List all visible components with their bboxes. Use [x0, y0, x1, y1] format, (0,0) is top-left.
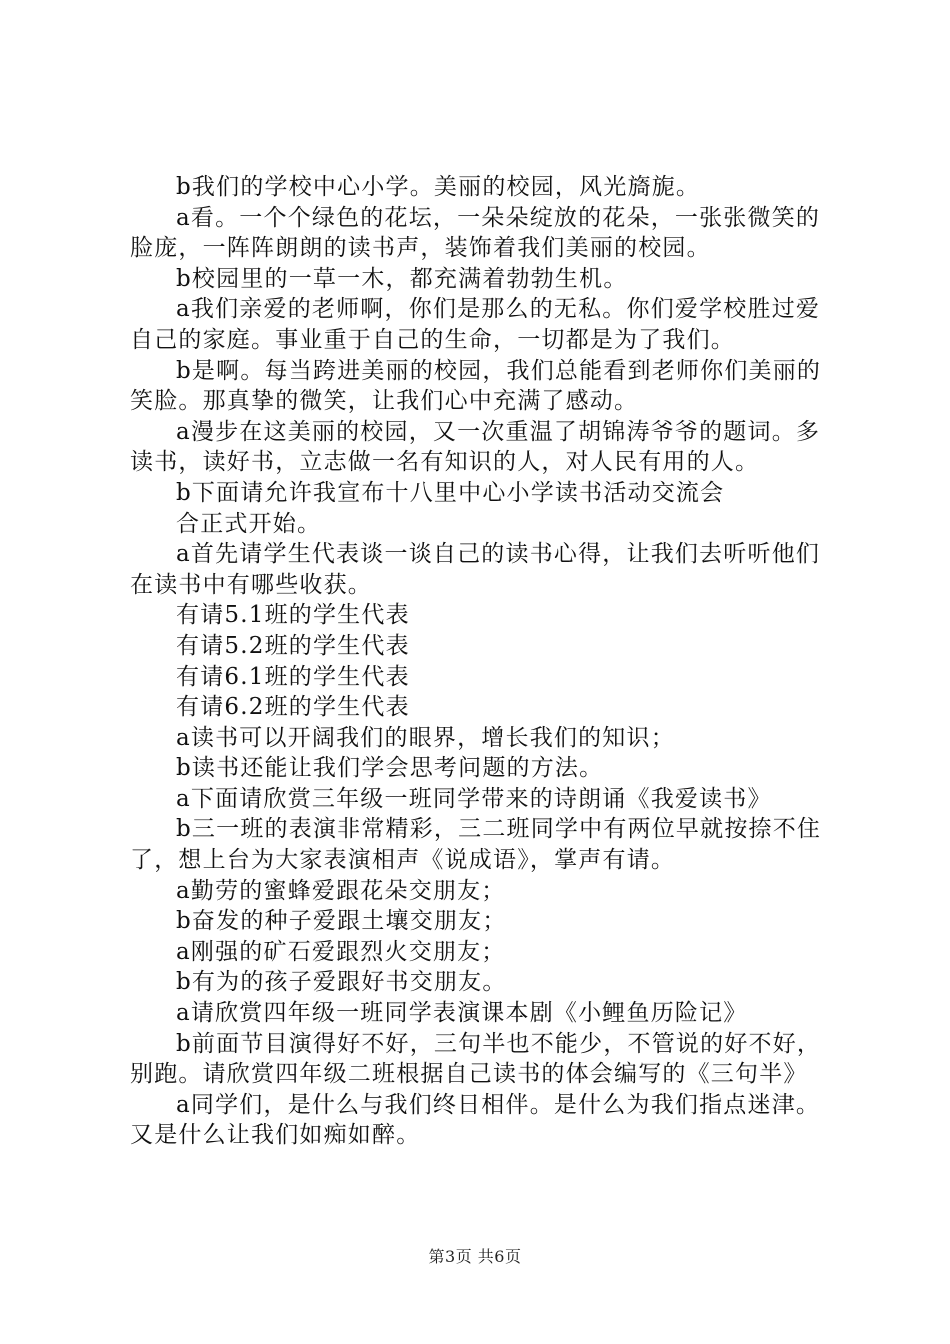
paragraph: a首先请学生代表谈一谈自己的读书心得，让我们去听听他们在读书中有哪些收获。	[130, 541, 821, 598]
paragraph: 合正式开始。	[176, 510, 322, 537]
paragraph: b三一班的表演非常精彩，三二班同学中有两位早就按捺不住了，想上台为大家表演相声《说成语》，掌声有请。	[130, 816, 822, 874]
paragraph: a同学们，是什么与我们终日相伴。是什么为我们指点迷津。又是什么让我们如痴如醉。	[130, 1091, 821, 1149]
paragraph: a漫步在这美丽的校园，又一次重温了胡锦涛爷爷的题词。多读书，读好书，立志做一名有知识的人，对人民有用的人。	[130, 418, 821, 476]
paragraph: b前面节目演得好不好，三句半也不能少，不管说的好不好，别跑。请欣赏四年级二班根据自己读书的体会编写的《三句半》	[130, 1030, 822, 1088]
paragraph: 有请5.2班的学生代表	[176, 632, 410, 659]
paragraph: a读书可以开阔我们的眼界，增长我们的知识；	[176, 724, 675, 751]
paragraph: a我们亲爱的老师啊，你们是那么的无私。你们爱学校胜过爱自己的家庭。事业重于自己的生命，一切都是为了我们。	[130, 296, 821, 353]
paragraph: 有请5.1班的学生代表	[176, 602, 410, 629]
paragraph: b校园里的一草一木，都充满着勃勃生机。	[176, 265, 628, 292]
paragraph: b是啊。每当跨进美丽的校园，我们总能看到老师你们美丽的笑脸。那真挚的微笑，让我们心中充满了感动。	[130, 357, 822, 415]
paragraph: b有为的孩子爱跟好书交朋友。	[176, 969, 507, 996]
paragraph: 有请6.1班的学生代表	[176, 663, 410, 690]
paragraph: b奋发的种子爱跟土壤交朋友；	[176, 908, 507, 935]
paragraph: b我们的学校中心小学。美丽的校园，风光旖旎。	[176, 174, 701, 200]
document-body	[130, 172, 840, 1151]
paragraph: a勤劳的蜜蜂爱跟花朵交朋友；	[176, 877, 506, 904]
page-footer: 第3页 共6页	[428, 1247, 522, 1266]
paragraph: a看。一个个绿色的花坛，一朵朵绽放的花朵，一张张微笑的脸庞，一阵阵朗朗的读书声，装饰着我们美丽的校园。	[130, 204, 821, 262]
paragraph: b下面请允许我宣布十八里中心小学读书活动交流会	[176, 479, 725, 506]
paragraph: a刚强的矿石爱跟烈火交朋友；	[176, 938, 506, 965]
paragraph: a下面请欣赏三年级一班同学带来的诗朗诵《我爱读书》	[176, 785, 772, 812]
paragraph: a请欣赏四年级一班同学表演课本剧《小鲤鱼历险记》	[176, 1000, 748, 1027]
paragraph: b读书还能让我们学会思考问题的方法。	[176, 755, 604, 782]
paragraph: 有请6.2班的学生代表	[176, 694, 410, 721]
